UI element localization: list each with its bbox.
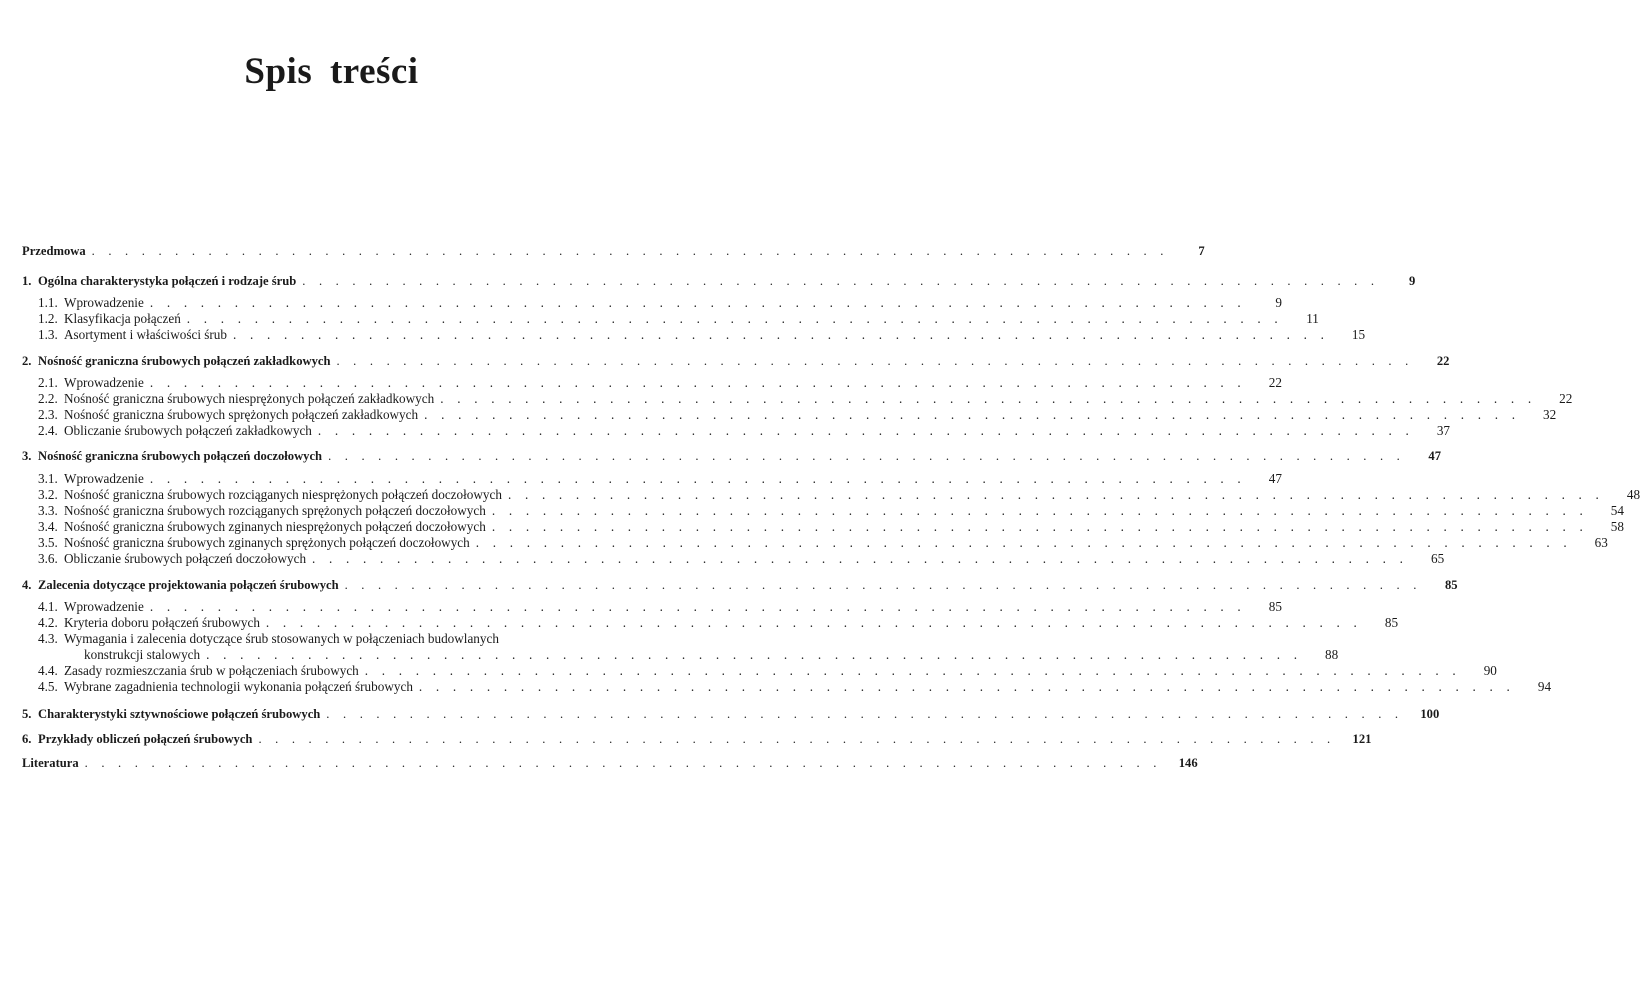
toc-entry-number: 2.2. bbox=[38, 391, 58, 406]
toc-page-number: 9 bbox=[1275, 295, 1282, 310]
dot-leader: . . . . . . . . . . . . . . . . . . . . . . . . . . . . . . . . . . . . . . . . . . . . . . . . . . . . . . . . . . . . . . . . . bbox=[328, 449, 1406, 463]
toc-entry-number: 3.5. bbox=[38, 535, 58, 550]
toc-entry-title: Wprowadzenie bbox=[64, 599, 144, 614]
toc-entry-number: 3.4. bbox=[38, 519, 58, 534]
dot-leader: . . . . . . . . . . . . . . . . . . . . . . . . . . . . . . . . . . . . . . . . . . . . . . . . . . . . . . . . . . . . . . . . . bbox=[206, 647, 1303, 662]
toc-entry-title: Nośność graniczna śrubowych połączeń doczołowych bbox=[38, 449, 323, 463]
toc-entry-title: Obliczanie śrubowych połączeń zakładkowych bbox=[64, 423, 312, 438]
toc-entry-number: 3.3. bbox=[38, 503, 58, 518]
toc-entry-number: 4.4. bbox=[38, 663, 58, 678]
toc-page-number: 88 bbox=[1325, 647, 1339, 662]
toc-entry-title: Zalecenia dotyczące projektowania połączeń śrubowych bbox=[38, 578, 339, 592]
toc-entry-title: Nośność graniczna śrubowych zginanych niesprężonych połączeń doczołowych bbox=[64, 519, 486, 534]
toc-entry-title: Ogólna charakterystyka połączeń i rodzaje śrub bbox=[38, 274, 297, 288]
toc-entry-title: Obliczanie śrubowych połączeń doczołowych bbox=[64, 551, 307, 566]
toc-entry-4-2[interactable] bbox=[22, 615, 1399, 631]
toc-entry-title: konstrukcji stalowych bbox=[84, 647, 201, 662]
dot-leader: . . . . . . . . . . . . . . . . . . . . . . . . . . . . . . . . . . . . . . . . . . . . . . . . . . . . . . . . . . . . . . . . . bbox=[302, 274, 1380, 288]
dot-leader: . . . . . . . . . . . . . . . . . . . . . . . . . . . . . . . . . . . . . . . . . . . . . . . . . . . . . . . . . . . . . . . . . bbox=[491, 519, 1588, 534]
dot-leader: . . . . . . . . . . . . . . . . . . . . . . . . . . . . . . . . . . . . . . . . . . . . . . . . . . . . . . . . . . . . . . . . . bbox=[149, 375, 1246, 390]
toc-entry-title: Wprowadzenie bbox=[64, 375, 144, 390]
toc-entry-chapter-3[interactable] bbox=[22, 448, 1442, 464]
toc-entry-przedmowa[interactable] bbox=[22, 243, 1205, 259]
dot-leader: . . . . . . . . . . . . . . . . . . . . . . . . . . . . . . . . . . . . . . . . . . . . . . . . . . . . . . . . . . . . . . . . . bbox=[424, 407, 1521, 422]
toc-entry-number: 1.2. bbox=[38, 311, 58, 326]
toc-entry-title: Nośność graniczna śrubowych połączeń zakładkowych bbox=[38, 354, 331, 368]
toc-page-number: 47 bbox=[1428, 449, 1442, 463]
toc-entry-3-1[interactable] bbox=[22, 471, 1282, 487]
toc-page-number: 54 bbox=[1610, 503, 1624, 518]
toc-page-number: 121 bbox=[1352, 732, 1372, 746]
toc-page-number: 22 bbox=[1436, 354, 1450, 368]
toc-entry-title: Nośność graniczna śrubowych niesprężonych połączeń zakładkowych bbox=[64, 391, 435, 406]
toc-entry-chapter-4[interactable] bbox=[22, 577, 1458, 593]
toc-page-number: 37 bbox=[1436, 423, 1451, 438]
toc-page-number: 146 bbox=[1178, 756, 1198, 770]
toc-page-number: 94 bbox=[1537, 679, 1552, 694]
toc-entry-3-2[interactable] bbox=[22, 487, 1640, 503]
dot-leader: . . . . . . . . . . . . . . . . . . . . . . . . . . . . . . . . . . . . . . . . . . . . . . . . . . . . . . . . . . . . . . . . . bbox=[336, 354, 1414, 368]
dot-leader: . . . . . . . . . . . . . . . . . . . . . . . . . . . . . . . . . . . . . . . . . . . . . . . . . . . . . . . . . . . . . . . . . bbox=[265, 615, 1363, 630]
toc-entry-title: Nośność graniczna śrubowych sprężonych połączeń zakładkowych bbox=[64, 407, 419, 422]
toc-entry-title: Wprowadzenie bbox=[64, 295, 144, 310]
toc-page-number: 22 bbox=[1559, 391, 1573, 406]
toc-entry-1-1[interactable] bbox=[22, 295, 1282, 311]
toc-entry-2-4[interactable] bbox=[22, 423, 1451, 439]
toc-entry-chapter-5[interactable] bbox=[22, 706, 1440, 722]
toc-entry-number: 5. bbox=[22, 707, 32, 721]
toc-entry-title: Nośność graniczna śrubowych rozciąganych sprężonych połączeń doczołowych bbox=[64, 503, 486, 518]
toc-entry-number: 2.1. bbox=[38, 375, 58, 390]
toc-entry-title: Literatura bbox=[22, 756, 79, 770]
toc-entry-4-5[interactable] bbox=[22, 679, 1552, 695]
toc-page-number: 32 bbox=[1543, 407, 1557, 422]
toc-entry-title: Wprowadzenie bbox=[64, 471, 144, 486]
toc-entry-1-3[interactable] bbox=[22, 327, 1366, 343]
toc-entry-title: Kryteria doboru połączeń śrubowych bbox=[64, 615, 260, 630]
toc-page-number: 48 bbox=[1626, 487, 1640, 502]
toc-page-number: 63 bbox=[1594, 535, 1608, 550]
dot-leader: . . . . . . . . . . . . . . . . . . . . . . . . . . . . . . . . . . . . . . . . . . . . . . . . . . . . . . . . . . . . . . . . . bbox=[364, 663, 1461, 678]
toc-entry-title: Nośność graniczna śrubowych rozciąganych niesprężonych połączeń doczołowych bbox=[64, 487, 502, 502]
dot-leader: . . . . . . . . . . . . . . . . . . . . . . . . . . . . . . . . . . . . . . . . . . . . . . . . . . . . . . . . . . . . . . . . . bbox=[326, 707, 1404, 721]
dot-leader: . . . . . . . . . . . . . . . . . . . . . . . . . . . . . . . . . . . . . . . . . . . . . . . . . . . . . . . . . . . . . . . . . bbox=[317, 423, 1415, 438]
dot-leader: . . . . . . . . . . . . . . . . . . . . . . . . . . . . . . . . . . . . . . . . . . . . . . . . . . . . . . . . . . . . . . . . . bbox=[418, 679, 1516, 694]
toc-entry-number: 2.4. bbox=[38, 423, 58, 438]
toc-entry-4-3-continuation[interactable] bbox=[84, 647, 1339, 663]
toc-entry-title: Wymagania i zalecenia dotyczące śrub stosowanych w połączeniach budowlanych bbox=[64, 631, 499, 646]
toc-entry-number: 4.1. bbox=[38, 599, 58, 614]
toc-entry-title: Nośność graniczna śrubowych zginanych sprężonych połączeń doczołowych bbox=[64, 535, 470, 550]
dot-leader: . . . . . . . . . . . . . . . . . . . . . . . . . . . . . . . . . . . . . . . . . . . . . . . . . . . . . . . . . . . . . . . . . bbox=[149, 599, 1246, 614]
toc-page-number: 7 bbox=[1198, 244, 1205, 258]
toc-entry-number: 4. bbox=[22, 578, 32, 592]
dot-leader: . . . . . . . . . . . . . . . . . . . . . . . . . . . . . . . . . . . . . . . . . . . . . . . . . . . . . . . . . . . . . . . . . bbox=[258, 732, 1336, 746]
dot-leader: . . . . . . . . . . . . . . . . . . . . . . . . . . . . . . . . . . . . . . . . . . . . . . . . . . . . . . . . . . . . . . . . . bbox=[475, 535, 1572, 550]
toc-entry-3-6[interactable] bbox=[22, 551, 1445, 567]
dot-leader: . . . . . . . . . . . . . . . . . . . . . . . . . . . . . . . . . . . . . . . . . . . . . . . . . . . . . . . . . . . . . . . . . bbox=[507, 487, 1605, 502]
toc-entry-title: Asortyment i właściwości śrub bbox=[64, 327, 227, 342]
dot-leader: . . . . . . . . . . . . . . . . . . . . . . . . . . . . . . . . . . . . . . . . . . . . . . . . . . . . . . . . . . . . . . . . . bbox=[84, 756, 1162, 770]
page-title: Spis treści bbox=[244, 51, 419, 92]
dot-leader: . . . . . . . . . . . . . . . . . . . . . . . . . . . . . . . . . . . . . . . . . . . . . . . . . . . . . . . . . . . . . . . . . bbox=[491, 503, 1588, 518]
toc-entry-number: 2.3. bbox=[38, 407, 58, 422]
toc-entry-2-3[interactable] bbox=[22, 407, 1557, 423]
dot-leader: . . . . . . . . . . . . . . . . . . . . . . . . . . . . . . . . . . . . . . . . . . . . . . . . . . . . . . . . . . . . . . . . . bbox=[91, 244, 1169, 258]
toc-page-number: 90 bbox=[1483, 663, 1497, 678]
dot-leader: . . . . . . . . . . . . . . . . . . . . . . . . . . . . . . . . . . . . . . . . . . . . . . . . . . . . . . . . . . . . . . . . . bbox=[149, 295, 1246, 310]
toc-entry-literatura[interactable] bbox=[22, 755, 1198, 771]
toc-page-number: 15 bbox=[1351, 327, 1366, 342]
toc-page-number: 58 bbox=[1610, 519, 1624, 534]
dot-leader: . . . . . . . . . . . . . . . . . . . . . . . . . . . . . . . . . . . . . . . . . . . . . . . . . . . . . . . . . . . . . . . . . bbox=[186, 311, 1283, 326]
toc-entry-number: 1.3. bbox=[38, 327, 58, 342]
toc-entry-title: Charakterystyki sztywnościowe połączeń śrubowych bbox=[38, 707, 321, 721]
toc-entry-4-1[interactable] bbox=[22, 599, 1282, 615]
toc-entry-3-5[interactable] bbox=[22, 535, 1608, 551]
toc-entry-number: 6. bbox=[22, 732, 32, 746]
toc-entry-number: 2. bbox=[22, 354, 32, 368]
toc-page-number: 65 bbox=[1430, 551, 1445, 566]
dot-leader: . . . . . . . . . . . . . . . . . . . . . . . . . . . . . . . . . . . . . . . . . . . . . . . . . . . . . . . . . . . . . . . . . bbox=[233, 327, 1330, 342]
toc-entry-number: 4.5. bbox=[38, 679, 58, 694]
toc-entry-4-4[interactable] bbox=[22, 663, 1497, 679]
toc-entry-title: Zasady rozmieszczania śrub w połączeniach śrubowych bbox=[64, 663, 359, 678]
toc-page-number: 85 bbox=[1444, 578, 1458, 592]
toc-entry-3-3[interactable] bbox=[22, 503, 1624, 519]
toc-entry-4-3[interactable] bbox=[22, 631, 568, 647]
toc-entry-chapter-2[interactable] bbox=[22, 353, 1450, 369]
toc-entry-2-2[interactable] bbox=[22, 391, 1573, 407]
dot-leader: . . . . . . . . . . . . . . . . . . . . . . . . . . . . . . . . . . . . . . . . . . . . . . . . . . . . . . . . . . . . . . . . . bbox=[312, 551, 1409, 566]
toc-entry-number: 4.2. bbox=[38, 615, 58, 630]
toc-page-number: 85 bbox=[1384, 615, 1399, 630]
toc-entry-title: Przedmowa bbox=[22, 244, 86, 258]
toc-entry-3-4[interactable] bbox=[22, 519, 1624, 535]
toc-entry-number: 3.1. bbox=[38, 471, 58, 486]
dot-leader: . . . . . . . . . . . . . . . . . . . . . . . . . . . . . . . . . . . . . . . . . . . . . . . . . . . . . . . . . . . . . . . . . bbox=[440, 391, 1537, 406]
toc-entry-title: Wybrane zagadnienia technologii wykonania połączeń śrubowych bbox=[64, 679, 413, 694]
toc-page-number: 11 bbox=[1306, 311, 1319, 326]
toc-entry-2-1[interactable] bbox=[22, 375, 1282, 391]
toc-entry-chapter-6[interactable] bbox=[22, 731, 1372, 747]
toc-entry-number: 1.1. bbox=[38, 295, 58, 310]
toc-page-number: 100 bbox=[1420, 707, 1440, 721]
toc-entry-number: 3.2. bbox=[38, 487, 58, 502]
dot-leader: . . . . . . . . . . . . . . . . . . . . . . . . . . . . . . . . . . . . . . . . . . . . . . . . . . . . . . . . . . . . . . . . . bbox=[149, 471, 1246, 486]
toc-entry-1-2[interactable] bbox=[22, 311, 1319, 327]
toc-entry-number: 1. bbox=[22, 274, 32, 288]
toc-entry-number: 3. bbox=[22, 449, 32, 463]
toc-page-number: 85 bbox=[1268, 599, 1282, 614]
toc-entry-title: Klasyfikacja połączeń bbox=[64, 311, 181, 326]
dot-leader: . . . . . . . . . . . . . . . . . . . . . . . . . . . . . . . . . . . . . . . . . . . . . . . . . . . . . . . . . . . . . . . . . bbox=[344, 578, 1422, 592]
toc-page-number: 47 bbox=[1268, 471, 1282, 486]
toc-entry-number: 3.6. bbox=[38, 551, 58, 566]
toc-entry-title: Przykłady obliczeń połączeń śrubowych bbox=[38, 732, 253, 746]
toc-page-number: 22 bbox=[1268, 375, 1282, 390]
toc-entry-number: 4.3. bbox=[38, 631, 58, 646]
toc-entry-chapter-1[interactable] bbox=[22, 273, 1416, 289]
toc-page-number: 9 bbox=[1408, 274, 1416, 288]
